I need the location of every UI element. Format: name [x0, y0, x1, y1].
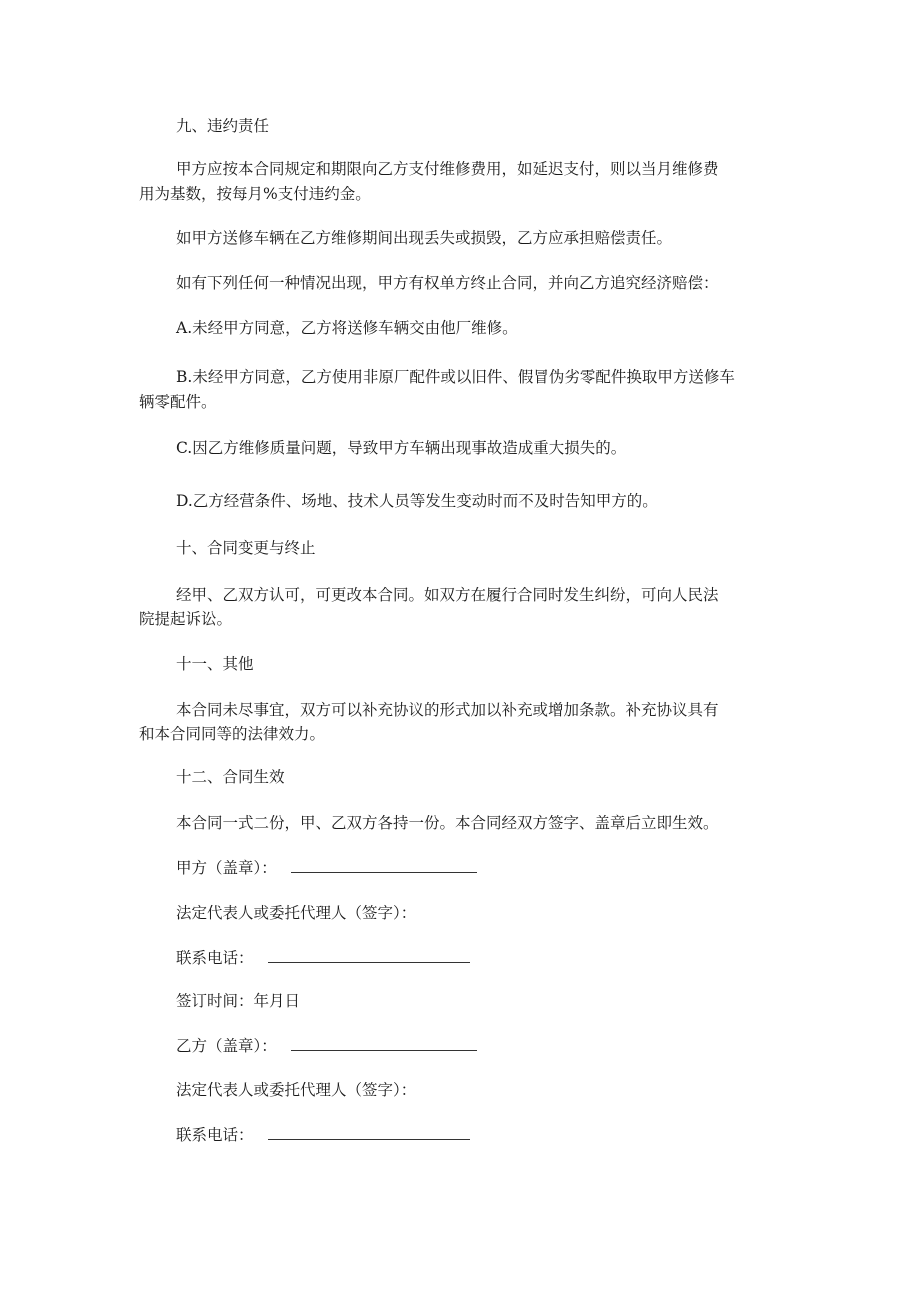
section-9-heading: 九、违约责任 — [176, 117, 270, 135]
party-b-seal-row — [176, 1036, 477, 1056]
party-b-phone-blank[interactable] — [268, 1125, 470, 1140]
section-9-item-d: D.乙方经营条件、场地、技术人员等发生变动时而不及时告知甲方的。 — [176, 492, 658, 510]
party-a-phone-row — [176, 948, 470, 968]
signing-date: 签订时间：年月日 — [176, 992, 301, 1010]
section-9-item-a: A.未经甲方同意，乙方将送修车辆交由他厂维修。 — [176, 319, 518, 337]
section-9-item-b-line-2: 辆零配件。 — [139, 393, 217, 411]
section-12-heading: 十二、合同生效 — [176, 768, 285, 786]
party-a-seal-label: 甲方（盖章）： — [176, 859, 277, 877]
party-a-seal-row — [176, 858, 477, 878]
party-a-seal-blank[interactable] — [291, 858, 477, 873]
section-10-para-1-line-2: 院提起诉讼。 — [139, 610, 233, 628]
party-a-phone-label: 联系电话： — [176, 949, 254, 967]
section-9-para-2: 如甲方送修车辆在乙方维修期间出现丢失或损毁，乙方应承担赔偿责任。 — [176, 229, 673, 247]
party-b-seal-label: 乙方（盖章）： — [176, 1037, 277, 1055]
section-10-para-1-line-1: 经甲、乙双方认可，可更改本合同。如双方在履行合同时发生纠纷，可向人民法 — [176, 586, 719, 604]
section-9-item-c: C.因乙方维修质量问题，导致甲方车辆出现事故造成重大损失的。 — [176, 439, 627, 457]
section-11-para-1-line-2: 和本合同同等的法律效力。 — [139, 725, 326, 743]
section-9-para-3: 如有下列任何一种情况出现，甲方有权单方终止合同，并向乙方追究经济赔偿： — [176, 274, 719, 292]
party-a-phone-blank[interactable] — [268, 948, 470, 963]
section-9-para-1-line-1: 甲方应按本合同规定和期限向乙方支付维修费用，如延迟支付，则以当月维修费 — [176, 160, 719, 178]
section-10-heading: 十、合同变更与终止 — [176, 539, 316, 557]
party-b-representative-label: 法定代表人或委托代理人（签字）： — [176, 1081, 417, 1099]
section-11-para-1-line-1: 本合同未尽事宜，双方可以补充协议的形式加以补充或增加条款。补充协议具有 — [176, 701, 719, 719]
party-b-phone-label: 联系电话： — [176, 1126, 254, 1144]
party-b-seal-blank[interactable] — [291, 1036, 477, 1051]
section-9-item-b-line-1: B.未经甲方同意，乙方使用非原厂配件或以旧件、假冒伪劣零配件换取甲方送修车 — [176, 368, 735, 386]
party-b-phone-row — [176, 1125, 470, 1145]
section-9-para-1-line-2: 用为基数，按每月%支付违约金。 — [139, 185, 371, 203]
party-a-representative-label: 法定代表人或委托代理人（签字）： — [176, 904, 417, 922]
section-12-para-1: 本合同一式二份，甲、乙双方各持一份。本合同经双方签字、盖章后立即生效。 — [176, 814, 719, 832]
section-11-heading: 十一、其他 — [176, 655, 254, 673]
